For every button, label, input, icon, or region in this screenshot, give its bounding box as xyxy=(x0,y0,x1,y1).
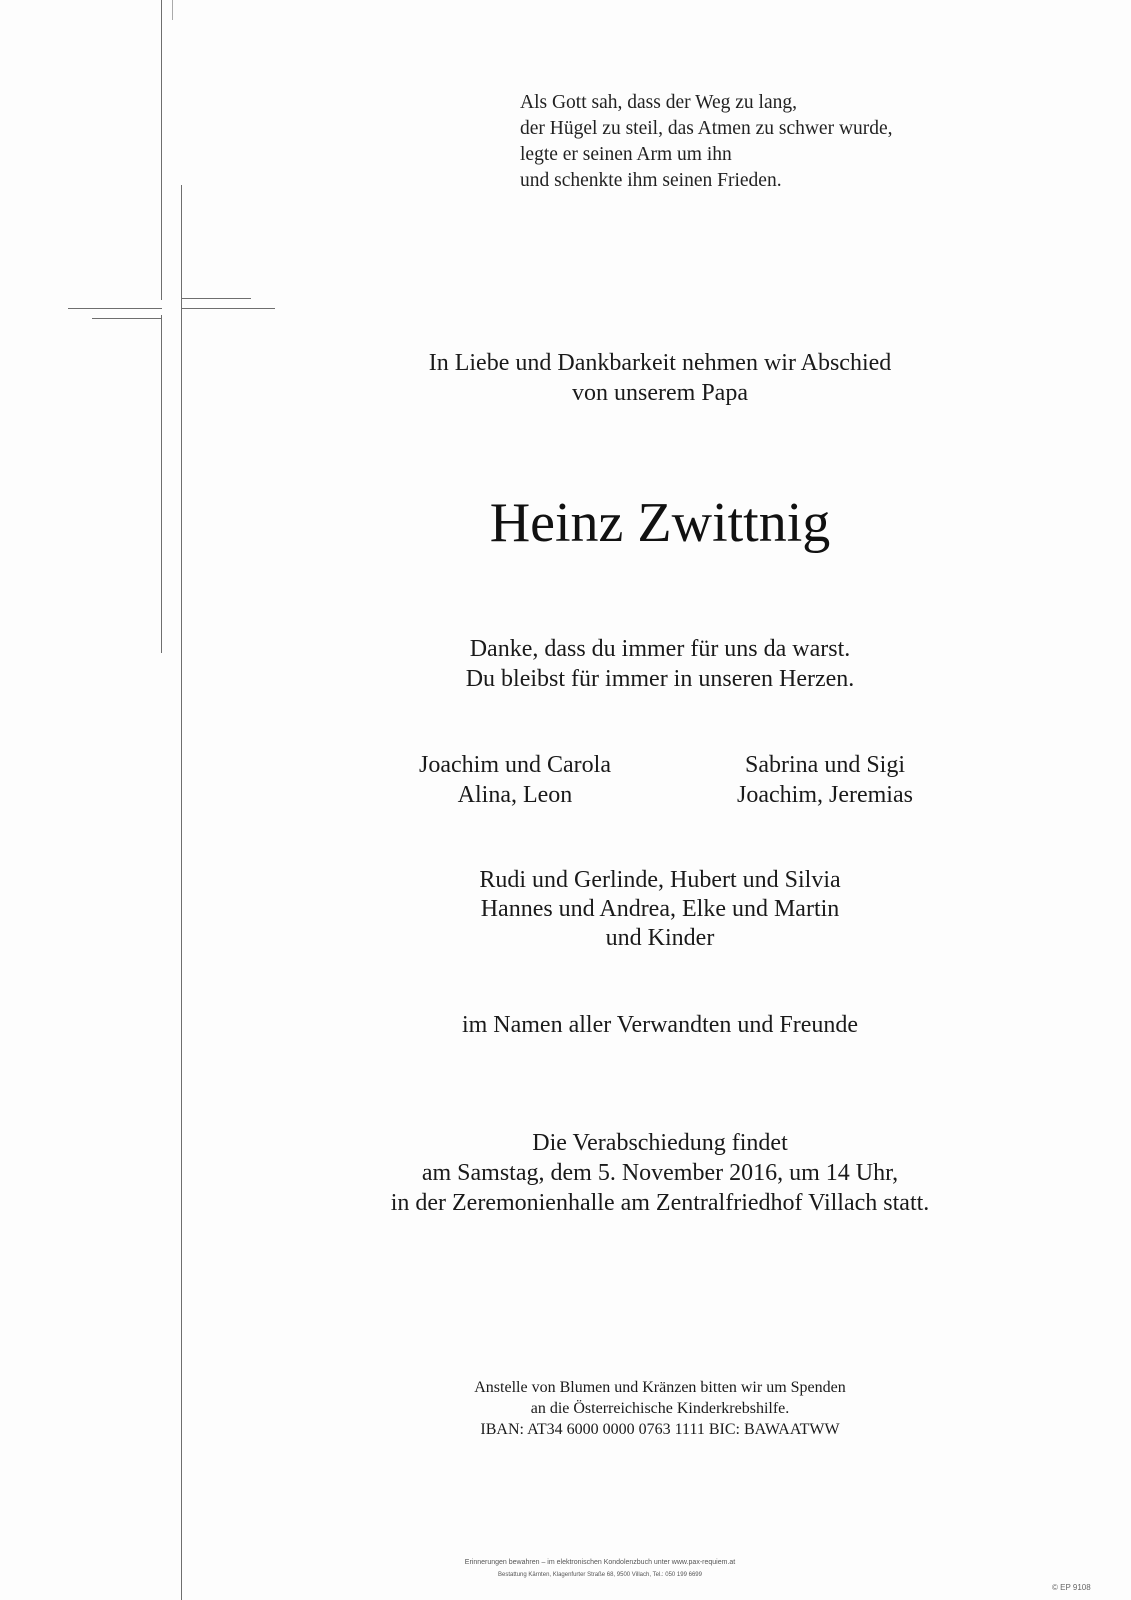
thanks-line: Du bleibst für immer in unseren Herzen. xyxy=(465,666,855,692)
intro-line: In Liebe und Dankbarkeit nehmen wir Abschied xyxy=(428,350,892,376)
cross-horizontal-right xyxy=(181,308,275,309)
family-left xyxy=(355,750,675,810)
ceremony-line: Die Verabschiedung findet xyxy=(532,1130,788,1156)
poem-line: der Hügel zu steil, das Atmen zu schwer wurde, xyxy=(520,118,893,139)
relatives-line: Hannes und Andrea, Elke und Martin xyxy=(480,896,840,922)
relatives-line: und Kinder xyxy=(605,925,715,951)
poem-line: legte er seinen Arm um ihn xyxy=(520,144,732,165)
product-code: © EP 9108 xyxy=(1052,1583,1091,1592)
cross-vertical-left-upper xyxy=(161,0,162,300)
family-line: Alina, Leon xyxy=(457,782,573,808)
poem-line: und schenkte ihm seinen Frieden. xyxy=(520,170,782,191)
intro-line: von unserem Papa xyxy=(572,380,748,406)
ceremony-info xyxy=(330,1128,990,1218)
thanks-line: Danke, dass du immer für uns da warst. xyxy=(469,636,851,662)
cross-horizontal-left xyxy=(68,308,162,309)
thanks-message xyxy=(330,634,990,694)
footer-condolence-line: Erinnerungen bewahren – im elektronischen Kondolenzbuch unter www.pax-requiem.at xyxy=(464,1559,736,1566)
family-line: Joachim und Carola xyxy=(419,752,611,778)
family-line: Joachim, Jeremias xyxy=(737,782,913,808)
poem xyxy=(520,90,980,194)
ceremony-line: am Samstag, dem 5. November 2016, um 14 Uhr, xyxy=(421,1160,899,1186)
donation-request xyxy=(330,1377,990,1440)
ceremony-line: in der Zeremonienhalle am Zentralfriedhof Villach statt. xyxy=(390,1190,930,1216)
cross-horizontal-left-lower xyxy=(92,318,162,319)
farewell-intro xyxy=(330,348,990,408)
poem-line: Als Gott sah, dass der Weg zu lang, xyxy=(520,92,797,113)
deceased-name: Heinz Zwittnig xyxy=(489,492,831,554)
donation-line: IBAN: AT34 6000 0000 0763 1111 BIC: BAWAATWW xyxy=(480,1421,840,1438)
family-right xyxy=(665,750,985,810)
relatives xyxy=(330,866,990,953)
cross-horizontal-right-upper xyxy=(181,298,251,299)
cross-vertical-right xyxy=(181,185,182,1600)
family-line: Sabrina und Sigi xyxy=(745,752,905,778)
cross-vertical-top-tick xyxy=(172,0,173,20)
relatives-line: Rudi und Gerlinde, Hubert und Silvia xyxy=(479,867,841,893)
footer-address-line: Bestattung Kärnten, Klagenfurter Straße 68, 9500 Villach, Tel.: 050 199 6699 xyxy=(498,1572,702,1578)
footer xyxy=(350,1557,850,1581)
on-behalf: im Namen aller Verwandten und Freunde xyxy=(461,1012,859,1038)
donation-line: Anstelle von Blumen und Kränzen bitten wir um Spenden xyxy=(474,1379,846,1396)
cross-vertical-left-lower xyxy=(161,315,162,653)
donation-line: an die Österreichische Kinderkrebshilfe. xyxy=(530,1400,790,1417)
